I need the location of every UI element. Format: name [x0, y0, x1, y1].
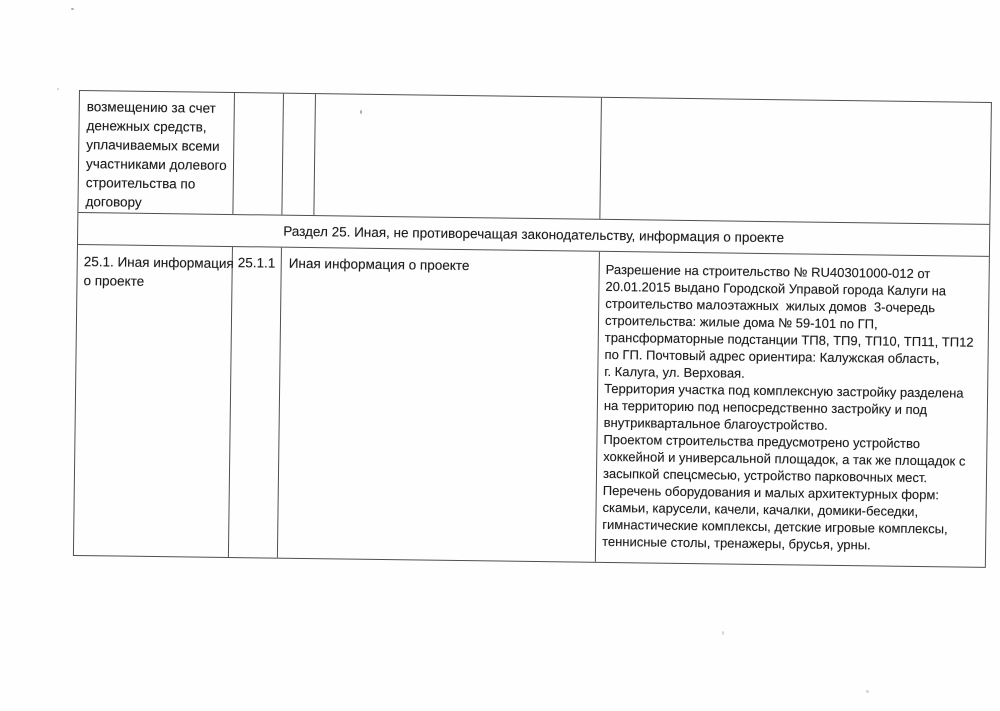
cell-empty — [233, 93, 284, 215]
item-number-text: 25.1.1 — [237, 255, 276, 271]
item-label-text: 25.1. Иная информация о проекте — [83, 254, 234, 289]
cell-item-number — [229, 247, 282, 558]
cell-item-title — [278, 248, 600, 562]
cell-empty — [600, 98, 991, 224]
cell-item-label — [74, 245, 233, 557]
scan-speck — [722, 631, 724, 635]
project-declaration-table — [73, 90, 992, 568]
continuation-description-text: возмещению за счет денежных средств, уплачиваемых всеми участниками долевого строительства по договору — [85, 99, 227, 210]
item-content-text: Разрешение на строительство № RU40301000-012 от 20.01.2015 выдано Городской Управой города Калуги на строительство малоэтажных жилых домов 3-очередь строительства: жилые дома № 59-101 по ГП, трансформаторные подстанции ТП8, ТП9, ТП10, ТП11, ТП12 по ГП. Почтовый адрес ориентира: Калужская область, г. Калуга, ул. Верховая. Территория участка под комплексную застройку разделена на территорию под непосредственно застройку и под внутриквартальное благоустройство. Проектом строительства предусмотрено устройство хоккейной и универсальной площадок, а так же площадок с засыпкой спецсмесью, устройство парковочных мест. Перечень оборудования и малых архитектурных форм: скамьи, карусели, качели, качалки, домики-беседки, гимнастические комплексы, детские игровые комплексы, теннисные столы, тренажеры, брусья, урны. — [602, 261, 974, 553]
scan-speck — [866, 690, 869, 693]
item-title-text: Иная информация о проекте — [288, 255, 470, 274]
scan-speck — [57, 88, 59, 90]
table-row-continuation — [78, 91, 991, 225]
cell-continuation-description — [78, 91, 235, 214]
cell-item-content — [596, 252, 989, 567]
cell-empty — [314, 94, 602, 219]
scan-speck — [71, 8, 74, 10]
table-row-25-1 — [74, 245, 989, 567]
section-25-header: Раздел 25. Иная, не противоречащая законодательству, информация о проекте — [283, 223, 785, 246]
cell-empty — [282, 94, 316, 215]
